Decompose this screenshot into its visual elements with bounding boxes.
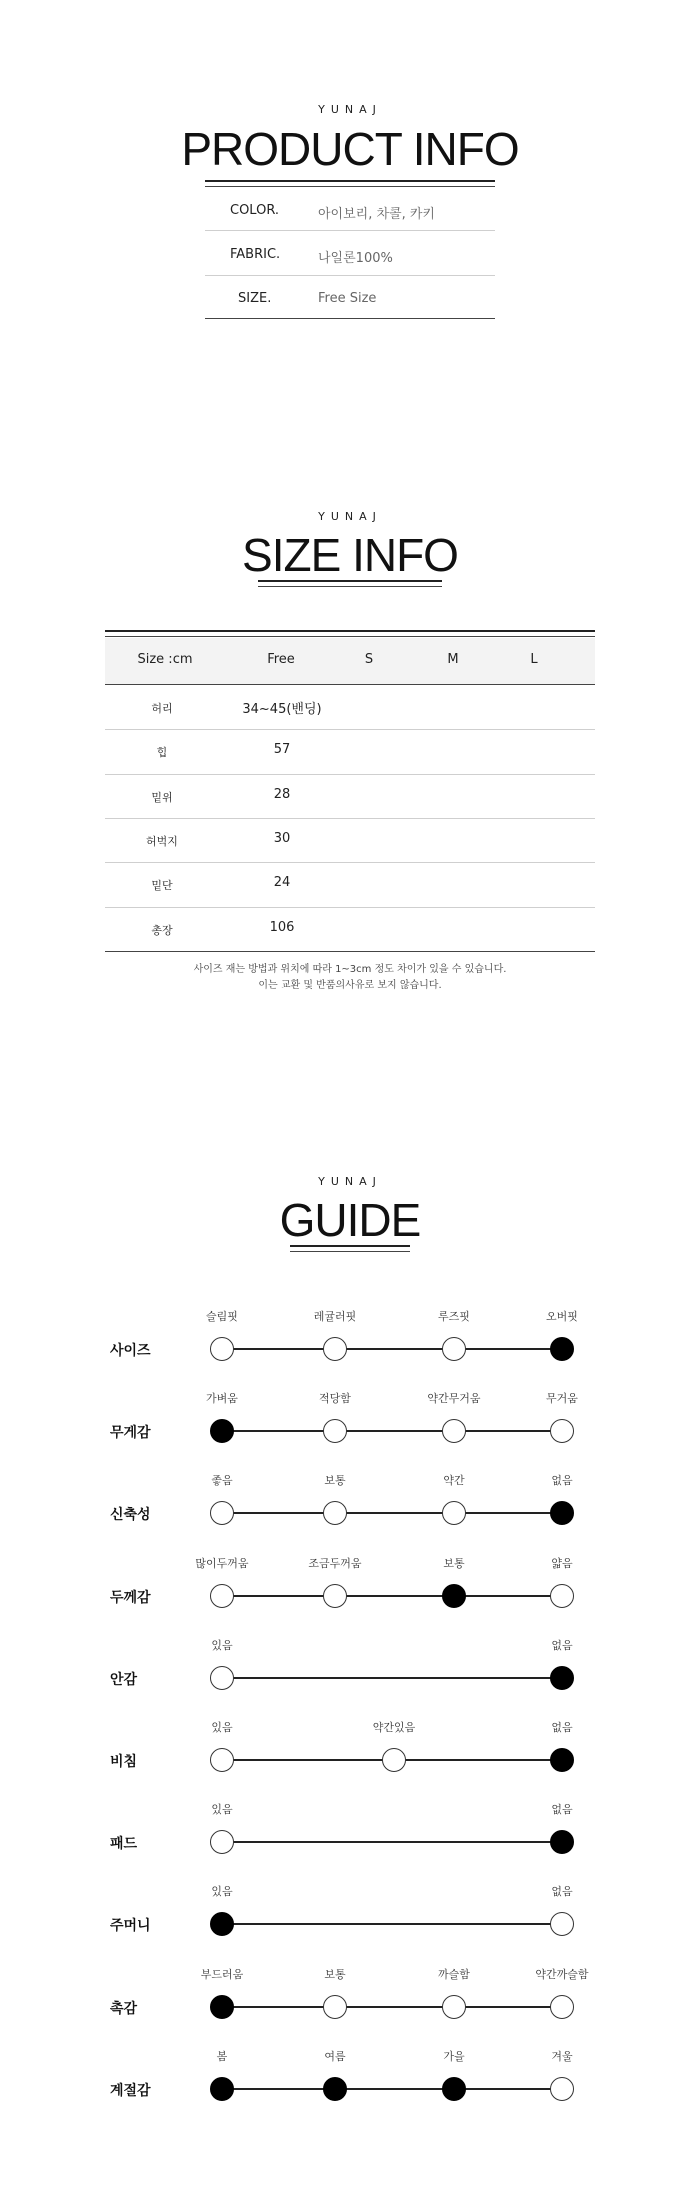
product-size-value: Free Size xyxy=(318,291,377,306)
product-fabric-value: 나일론100% xyxy=(318,251,393,266)
guide-dot-empty xyxy=(210,1830,234,1854)
size-header-unit: Size :cm xyxy=(137,652,193,667)
size-brand: YUNAJ xyxy=(318,510,382,523)
guide-dot-empty xyxy=(210,1337,234,1361)
guide-dot-selected xyxy=(442,1584,466,1608)
guide-dot-empty xyxy=(323,1337,347,1361)
guide-option-label: 없음 xyxy=(551,1885,573,1899)
guide-option-label: 보통 xyxy=(443,1556,465,1570)
size-table-header-bottom xyxy=(105,684,595,685)
guide-dot-empty xyxy=(210,1584,234,1608)
size-note-line-1: 사이즈 재는 방법과 위치에 따라 1~3cm 정도 차이가 있을 수 있습니다. xyxy=(193,964,507,975)
guide-scale-track xyxy=(222,1430,562,1432)
guide-option-label: 약간 xyxy=(443,1474,465,1488)
guide-dot-empty xyxy=(323,1419,347,1443)
guide-dot-empty xyxy=(442,1337,466,1361)
size-row-divider xyxy=(105,862,595,863)
guide-option-label: 없음 xyxy=(551,1474,573,1488)
guide-scale-track xyxy=(222,1595,562,1597)
guide-option-label: 약간있음 xyxy=(372,1721,416,1734)
guide-title-underline-bottom xyxy=(290,1251,410,1252)
guide-option-label: 레귤러핏 xyxy=(313,1310,357,1323)
product-size-label: SIZE. xyxy=(238,291,272,306)
product-color-label: COLOR. xyxy=(230,203,280,218)
guide-option-label: 루즈핏 xyxy=(438,1310,470,1323)
guide-dot-selected xyxy=(550,1501,574,1525)
guide-brand: YUNAJ xyxy=(318,1175,382,1188)
guide-option-label: 부드러움 xyxy=(200,1967,244,1981)
guide-row-label: 계절감 xyxy=(110,2082,151,2099)
size-row-free-value: 28 xyxy=(273,786,291,802)
guide-row-label: 주머니 xyxy=(110,1918,151,1935)
guide-title-underline-top xyxy=(290,1245,410,1247)
guide-row-label: 안감 xyxy=(110,1671,138,1688)
size-row-label: 밑위 xyxy=(151,790,173,804)
guide-option-label: 약간까슬함 xyxy=(535,1967,589,1981)
size-row-free-value: 57 xyxy=(273,742,291,758)
guide-option-label: 무거움 xyxy=(546,1392,578,1406)
guide-option-label: 까슬함 xyxy=(438,1967,470,1981)
guide-scale-track xyxy=(222,2088,562,2090)
guide-option-label: 없음 xyxy=(551,1721,573,1734)
guide-dot-empty xyxy=(442,1419,466,1443)
product-table-bottom-line xyxy=(205,318,495,319)
guide-option-label: 조금두꺼움 xyxy=(308,1556,362,1570)
guide-dot-empty xyxy=(382,1748,406,1772)
guide-row-label: 패드 xyxy=(110,1836,138,1853)
guide-option-label: 보통 xyxy=(324,1474,346,1488)
size-row-label: 밑단 xyxy=(151,879,173,893)
guide-row-label: 사이즈 xyxy=(110,1343,151,1359)
guide-dot-selected xyxy=(550,1666,574,1690)
size-row-label: 힙 xyxy=(156,746,168,760)
guide-option-label: 좋음 xyxy=(211,1474,233,1488)
size-title-underline-bottom xyxy=(258,586,442,587)
guide-scale-track xyxy=(222,1677,562,1679)
guide-row-label: 신축성 xyxy=(110,1507,151,1524)
product-fabric-label: FABRIC. xyxy=(230,247,281,262)
size-title-underline-top xyxy=(258,580,442,582)
guide-dot-empty xyxy=(550,1584,574,1608)
product-row-divider xyxy=(205,230,495,231)
guide-dot-selected xyxy=(210,1419,234,1443)
guide-dot-empty xyxy=(323,1995,347,2019)
guide-option-label: 겨울 xyxy=(551,2049,573,2063)
guide-option-label: 봄 xyxy=(216,2049,228,2063)
guide-dot-empty xyxy=(442,1995,466,2019)
guide-option-label: 많이두꺼움 xyxy=(195,1556,249,1570)
guide-scale-track xyxy=(222,2006,562,2008)
guide-row-label: 두께감 xyxy=(110,1589,151,1606)
guide-option-label: 가벼움 xyxy=(206,1392,238,1406)
size-row-divider xyxy=(105,818,595,819)
size-header-s: S xyxy=(364,652,374,667)
guide-dot-empty xyxy=(210,1501,234,1525)
product-brand: YUNAJ xyxy=(318,103,382,116)
size-header-l: L xyxy=(530,652,538,667)
size-header-m: M xyxy=(447,652,459,667)
guide-dot-selected xyxy=(210,1912,234,1936)
size-note-line-2: 이는 교환 및 반품의사유로 보지 않습니다. xyxy=(258,980,442,991)
guide-dot-empty xyxy=(550,1995,574,2019)
size-header-free: Free xyxy=(267,652,295,667)
size-table-bottom-line xyxy=(105,951,595,952)
guide-dot-selected xyxy=(210,1995,234,2019)
guide-option-label: 가을 xyxy=(443,2049,465,2063)
guide-dot-selected xyxy=(210,2077,234,2101)
guide-dot-selected xyxy=(550,1748,574,1772)
product-row-divider xyxy=(205,275,495,276)
guide-option-label: 있음 xyxy=(211,1803,233,1817)
product-color-value: 아이보리, 차콜, 카키 xyxy=(318,207,435,222)
guide-dot-empty xyxy=(550,2077,574,2101)
guide-scale-track xyxy=(222,1348,562,1350)
guide-scale-track xyxy=(222,1512,562,1514)
guide-option-label: 적당함 xyxy=(319,1392,351,1406)
guide-dot-empty xyxy=(323,1501,347,1525)
guide-option-label: 오버핏 xyxy=(546,1310,578,1323)
product-title-underline-bottom xyxy=(205,186,495,187)
guide-row-label: 무게감 xyxy=(110,1425,151,1442)
size-row-label: 허벅지 xyxy=(146,834,178,848)
size-row-label: 총장 xyxy=(151,923,173,937)
guide-option-label: 있음 xyxy=(211,1885,233,1899)
guide-option-label: 있음 xyxy=(211,1638,233,1652)
guide-dot-selected xyxy=(442,2077,466,2101)
guide-dot-empty xyxy=(323,1584,347,1608)
guide-option-label: 슬림핏 xyxy=(206,1310,238,1323)
size-row-free-value: 24 xyxy=(273,875,291,891)
size-table-top-line-2 xyxy=(105,636,595,637)
guide-dot-empty xyxy=(210,1666,234,1690)
guide-option-label: 없음 xyxy=(551,1803,573,1817)
guide-option-label: 보통 xyxy=(324,1967,346,1981)
guide-dot-selected xyxy=(550,1337,574,1361)
guide-dot-empty xyxy=(210,1748,234,1772)
guide-dot-empty xyxy=(442,1501,466,1525)
product-info-title: PRODUCT INFO xyxy=(181,123,519,175)
size-row-label: 허리 xyxy=(151,702,173,715)
guide-scale-track xyxy=(222,1923,562,1925)
size-row-divider xyxy=(105,729,595,730)
size-row-divider xyxy=(105,907,595,908)
size-table-top-line xyxy=(105,630,595,632)
guide-dot-selected xyxy=(550,1830,574,1854)
size-row-free-value: 30 xyxy=(273,830,291,846)
guide-option-label: 없음 xyxy=(551,1638,573,1652)
guide-option-label: 얇음 xyxy=(551,1556,573,1570)
size-row-free-value: 106 xyxy=(269,919,295,935)
guide-row-label: 촉감 xyxy=(110,2000,138,2017)
guide-dot-empty xyxy=(550,1912,574,1936)
size-row-divider xyxy=(105,774,595,775)
product-title-underline-top xyxy=(205,180,495,182)
guide-row-label: 비침 xyxy=(110,1754,138,1770)
guide-option-label: 약간무거움 xyxy=(427,1392,481,1406)
size-info-title: SIZE INFO xyxy=(242,529,458,581)
guide-option-label: 있음 xyxy=(211,1721,233,1734)
guide-dot-empty xyxy=(550,1419,574,1443)
guide-option-label: 여름 xyxy=(324,2049,346,2063)
guide-dot-selected xyxy=(323,2077,347,2101)
guide-scale-track xyxy=(222,1841,562,1843)
guide-title: GUIDE xyxy=(279,1194,421,1246)
size-row-free-value: 34~45(밴딩) xyxy=(242,702,322,717)
